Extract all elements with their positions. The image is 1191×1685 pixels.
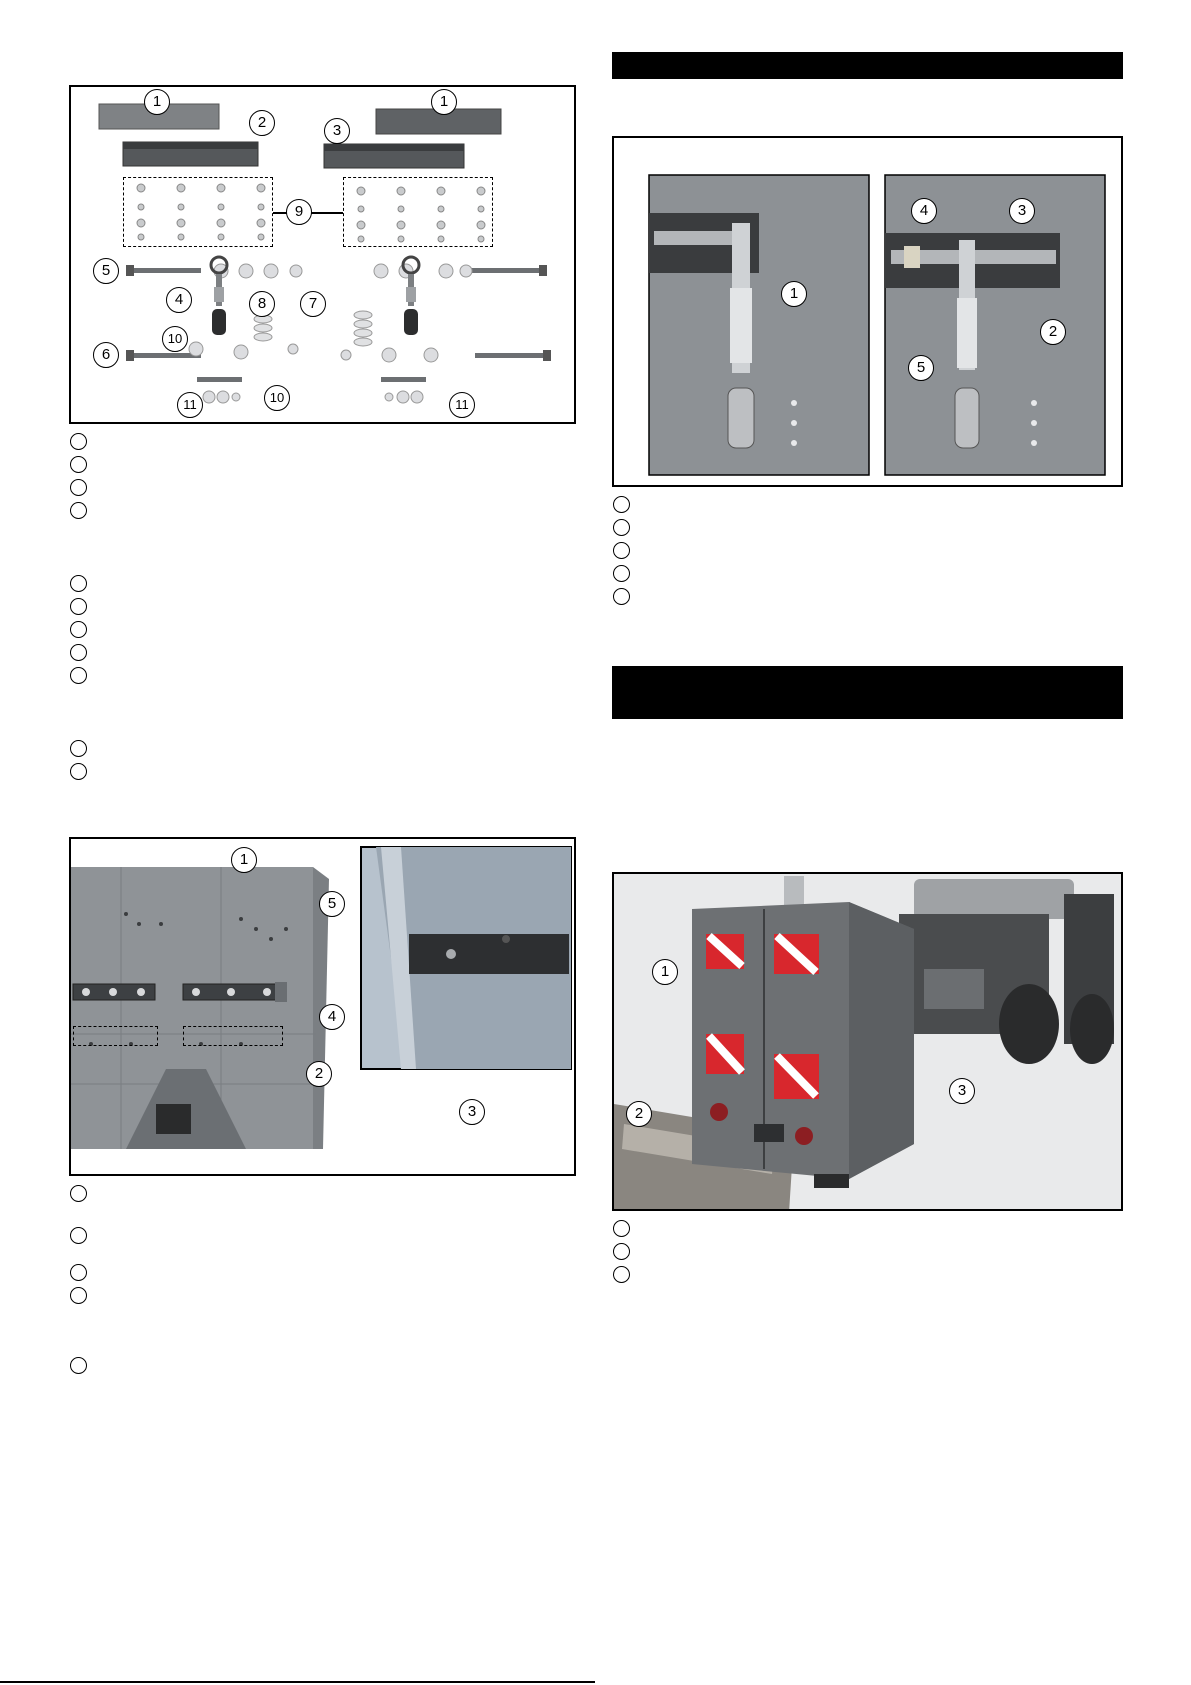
legend-marker [70,575,87,592]
section-header-bar-2 [612,666,1123,719]
callout: 1 [144,89,170,115]
legend-marker [613,542,630,559]
legend-marker [70,1287,87,1304]
legend-marker [70,1185,87,1202]
callout: 5 [93,258,119,284]
footer-rule [0,1681,595,1683]
legend-marker [70,740,87,757]
callout: 2 [249,110,275,136]
hardware-group-right [343,177,493,247]
legend-marker [70,479,87,496]
figure-turnbuckle-detail [612,136,1123,487]
legend-marker [70,433,87,450]
callout: 3 [1009,198,1035,224]
callout: 1 [652,959,678,985]
legend-marker [613,496,630,513]
callout: 2 [626,1101,652,1127]
callout: 1 [431,89,457,115]
turnbuckle-photos [614,138,1123,487]
legend-marker [70,1357,87,1374]
hole-row-right [183,1026,283,1046]
figure-panel-mounting [69,837,576,1176]
figure-parts-overview [69,85,576,424]
legend-marker [70,1227,87,1244]
callout: 5 [319,891,345,917]
section-header-bar [612,52,1123,79]
legend-marker [70,667,87,684]
callout: 5 [908,355,934,381]
callout: 3 [324,118,350,144]
legend-marker [613,519,630,536]
legend-marker [70,502,87,519]
callout: 8 [249,291,275,317]
legend-marker [70,621,87,638]
legend-marker [613,588,630,605]
callout: 1 [781,281,807,307]
legend-marker [70,1264,87,1281]
callout: 4 [166,287,192,313]
callout: 10 [264,385,290,411]
callout: 11 [449,392,475,418]
legend-marker [70,598,87,615]
callout: 10 [162,326,188,352]
legend-marker [70,644,87,661]
hardware-group-left [123,177,273,247]
legend-marker [613,1220,630,1237]
legend-marker [613,565,630,582]
callout: 11 [177,392,203,418]
figure-unit-on-rails [612,872,1123,1211]
callout: 4 [319,1004,345,1030]
callout: 7 [300,291,326,317]
callout: 3 [459,1099,485,1125]
legend-marker [613,1266,630,1283]
legend-marker [70,763,87,780]
callout: 9 [286,199,312,225]
callout: 2 [306,1061,332,1087]
legend-marker [70,456,87,473]
callout: 6 [93,342,119,368]
parts-illustration [71,87,576,424]
callout: 1 [231,847,257,873]
callout: 3 [949,1078,975,1104]
legend-marker [613,1243,630,1260]
callout: 4 [911,198,937,224]
callout: 2 [1040,319,1066,345]
unit-photo [614,874,1123,1211]
hole-row-left [73,1026,158,1046]
